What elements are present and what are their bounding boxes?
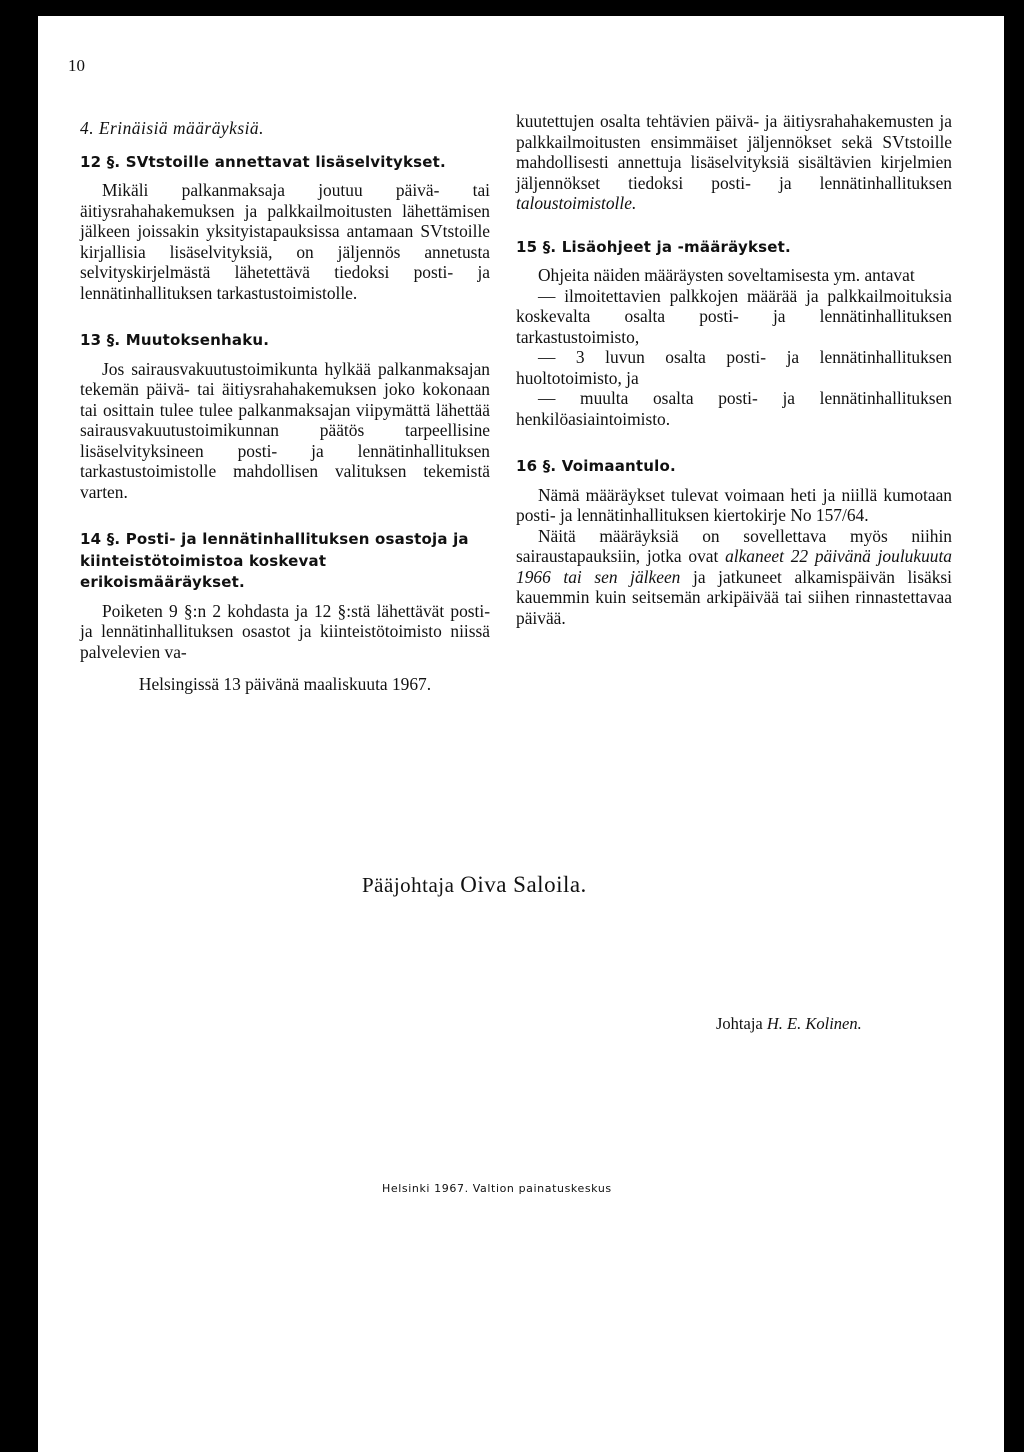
section-14-text: Poiketen 9 §:n 2 kohdasta ja 12 §:stä lähettävät posti- ja lennätinhallituksen osastot ja kiinteistötoimisto niissä palvelevien va- <box>80 600 490 662</box>
section-12-heading: 12 §. SVtstoille annettavat lisäselvitykset. <box>80 152 446 171</box>
closing-place-date: Helsingissä 13 päivänä maaliskuuta 1967. <box>138 674 432 694</box>
section-14-heading: 14 §. Posti- ja lennätinhallituksen osastoja ja kiinteistötoimistoa koskevat erikoismääräykset. <box>80 530 469 591</box>
signature-director: Johtaja H. E. Kolinen. <box>716 1014 862 1033</box>
section-15-intro: Ohjeita näiden määräysten soveltamisesta ym. antavat <box>538 265 915 285</box>
document-page <box>38 16 1004 1452</box>
section-15-item-3: — muulta osalta posti- ja lennätinhallituksen henkilöasiaintoimisto. <box>516 388 952 429</box>
section-15-item-2: — 3 luvun osalta posti- ja lennätinhallituksen huoltotoimisto, ja <box>516 347 952 388</box>
section-12-text: Mikäli palkanmaksaja joutuu päivä- tai äitiysrahahakemuksen ja palkkailmoitusten lähettämisen jälkeen joissakin yksityistapauksissa antamaan SVtstoille kirjallisia lisäselvityksiä, on jäljennös annetusta selvityskirjelmästä lähetettävä tiedoksi posti- ja lennätinhallituksen tarkastustoimistolle. <box>80 180 490 303</box>
left-column <box>80 118 490 695</box>
section-15-heading: 15 §. Lisäohjeet ja -määräykset. <box>516 237 791 256</box>
section-13-heading: 13 §. Muutoksenhaku. <box>80 331 270 349</box>
section-13-text: Jos sairausvakuutustoimikunta hylkää palkanmaksajan tekemän päivä- tai äitiysrahahakemuksen joko kokonaan tai osittain tulee tulee palkanmaksajan viipymättä lähettää sairausvakuutustoimikunnan päätös tarpeellisine lisäselvityksineen posti- ja lennätinhallituksen tarkastustoimistolle mahdollisen valituksen tekemistä varten. <box>80 358 490 502</box>
section-16-paragraph-1: Nämä määräykset tulevat voimaan heti ja niillä kumotaan posti- ja lennätinhallituksen kiertokirje No 157/64. <box>516 484 952 525</box>
section-16-heading: 16 §. Voimaantulo. <box>516 457 676 475</box>
right-column <box>516 111 952 628</box>
chapter-heading: 4. Erinäisiä määräyksiä. <box>80 118 264 138</box>
continued-text: kuutettujen osalta tehtävien päivä- ja äitiysrahahakemusten ja palkkailmoitusten ensimmäiset jäljennökset sekä SVtstoille mahdollisesti annettuja lisäselvityksiä sisältävien kirjelmien jäljennökset tiedoksi posti- ja lennätinhallituksen taloustoimistolle. <box>516 111 952 213</box>
printer-imprint: Helsinki 1967. Valtion painatuskeskus <box>382 1182 612 1195</box>
section-16-paragraph-2: Näitä määräyksiä on sovellettava myös niihin sairaustapauksiin, jotka ovat alkaneet 22 päivänä joulukuuta 1966 tai sen jälkeen ja jatkuneet alkamispäivän lisäksi kauemmin kuin seitsemän arkipäivää tai siihen rinnastettavaa päivää. <box>516 525 952 628</box>
page-number: 10 <box>68 56 85 75</box>
section-15-item-1: — ilmoitettavien palkkojen määrää ja palkkailmoituksia koskevalta osalta posti- ja lennätinhallituksen tarkastustoimisto, <box>516 285 952 347</box>
signature-director-general: Pääjohtaja Oiva Saloila. <box>362 872 587 897</box>
